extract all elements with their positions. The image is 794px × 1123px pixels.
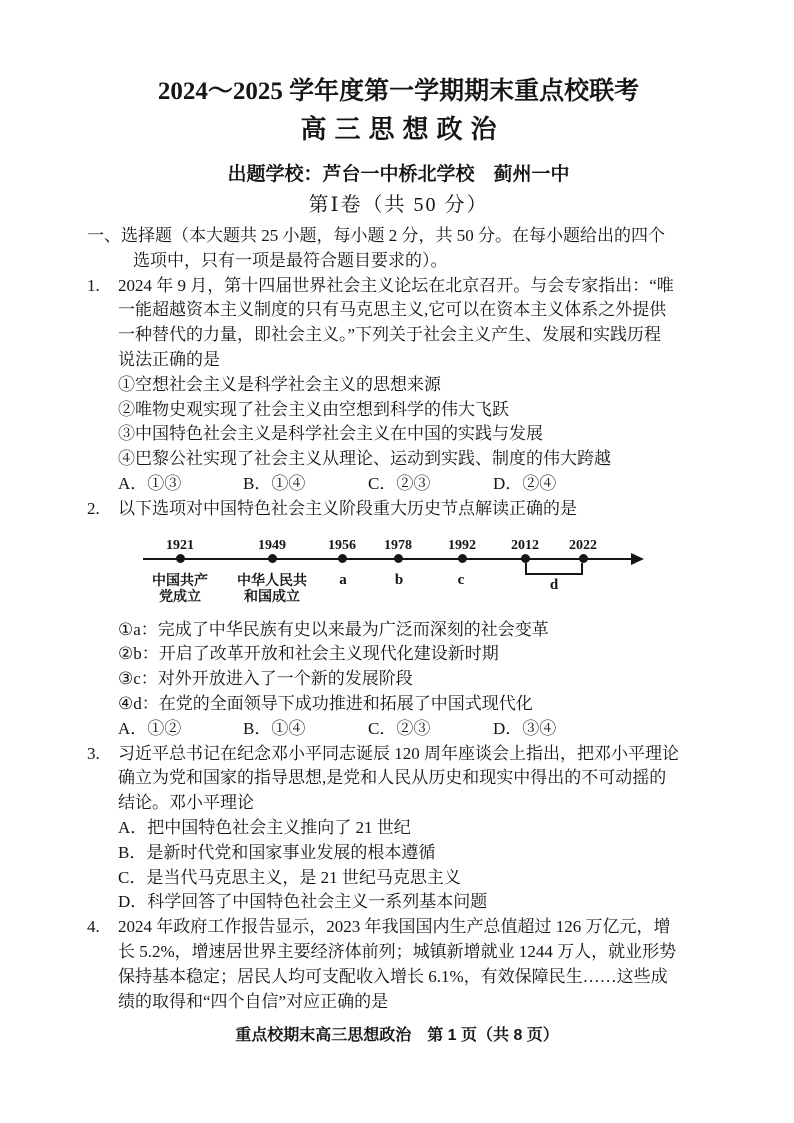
option-c: C．②③	[368, 473, 431, 493]
question-number: 3.	[87, 743, 100, 763]
timeline-year-1992: 1992	[448, 537, 476, 553]
timeline-year-1956: 1956	[328, 537, 356, 553]
option-c: C．是当代马克思主义，是 21 世纪马克思主义	[118, 867, 461, 887]
question-stem-line: 以下选项对中国特色社会主义阶段重大历史节点解读正确的是	[118, 498, 577, 518]
timeline-dot-1992	[458, 554, 467, 563]
question-stem-line: 结论。邓小平理论	[118, 793, 254, 813]
timeline-label-a: a	[339, 571, 347, 588]
question-2	[87, 497, 710, 742]
timeline-dot-1921	[176, 554, 185, 563]
timeline-year-1978: 1978	[384, 537, 412, 553]
timeline-dot-1949	[268, 554, 277, 563]
option-d: D．③④	[493, 718, 557, 738]
timeline-year-1949: 1949	[258, 537, 286, 553]
section-instructions-line-2: 选项中，只有一项是最符合题目要求的）。	[133, 250, 448, 270]
option-a: A．把中国特色社会主义推向了 21 世纪	[118, 817, 411, 837]
option-a: A．①②	[118, 718, 182, 738]
exam-subject-title: 高三思想政治	[300, 115, 505, 144]
question-line	[87, 742, 710, 767]
option-b: B．是新时代党和国家事业发展的根本遵循	[118, 842, 436, 862]
timeline-label-c: c	[457, 571, 465, 588]
question-stem-line: 2024 年政府工作报告显示，2023 年我国国内生产总值超过 126 万亿元，增	[118, 917, 671, 937]
volume-heading: 第Ⅰ卷（共 50 分）	[308, 194, 489, 216]
timeline-dot-1978	[394, 554, 403, 563]
question-3	[87, 742, 710, 916]
question-1	[87, 274, 710, 497]
timeline-node-label-1921: 党成立	[159, 587, 201, 604]
page-footer: 重点校期末高三思想政治 第 1 页（共 8 页）	[235, 1027, 559, 1044]
timeline-node-label-1921: 中国共产	[152, 571, 208, 588]
choice-item-4: ④d：在党的全面领导下成功推进和拓展了中国式现代化	[118, 693, 533, 713]
option-a: A．①③	[118, 473, 182, 493]
question-number: 1.	[87, 275, 100, 295]
question-stem-line: 说法正确的是	[118, 349, 220, 369]
option-d: D．②④	[493, 473, 557, 493]
page-header	[87, 76, 710, 218]
question-line	[87, 497, 710, 522]
timeline-dot-2012	[521, 554, 530, 563]
timeline-node-label-1949: 和国成立	[244, 587, 300, 604]
timeline-year-2012: 2012	[511, 537, 539, 553]
question-line	[87, 274, 710, 299]
choice-item-1: ①a：完成了中华民族有史以来最为广泛而深刻的社会变革	[118, 619, 549, 639]
issuing-schools-line: 出题学校：芦台一中桥北学校 蓟州一中	[227, 164, 570, 185]
option-c: C．②③	[368, 718, 431, 738]
timeline-axis	[143, 558, 635, 560]
choice-item-3: ③中国特色社会主义是科学社会主义在中国的实践与发展	[118, 424, 543, 444]
question-stem-line: 确立为党和国家的指导思想,是党和人民从历史和现实中得出的不可动摇的	[118, 768, 667, 788]
question-stem-line: 一能超越资本主义制度的只有马克思主义,它可以在资本主义体系之外提供	[118, 300, 667, 320]
timeline-dot-1956	[338, 554, 347, 563]
timeline-year-1921: 1921	[166, 537, 194, 553]
timeline-arrowhead-icon	[631, 553, 644, 565]
choice-item-3: ③c：对外开放进入了一个新的发展阶段	[118, 669, 413, 689]
question-number: 4.	[87, 917, 100, 937]
question-4	[87, 915, 710, 1014]
timeline-label-d: d	[549, 576, 559, 593]
question-stem-line: 2024 年 9 月，第十四届世界社会主义论坛在北京召开。与会专家指出：“唯	[118, 275, 674, 295]
options-row	[87, 472, 710, 497]
question-stem-line: 保持基本稳定；居民人均可支配收入增长 6.1%，有效保障民生……这些成	[118, 966, 668, 986]
question-number: 2.	[87, 498, 100, 518]
choice-item-2: ②b：开启了改革开放和社会主义现代化建设新时期	[118, 644, 499, 664]
question-line	[87, 915, 710, 940]
timeline-dot-2022	[579, 554, 588, 563]
timeline-figure	[87, 522, 710, 618]
choice-item-1: ①空想社会主义是科学社会主义的思想来源	[118, 374, 441, 394]
options-row	[87, 717, 710, 742]
timeline-node-label-1949: 中华人民共	[237, 571, 307, 588]
section-instructions-line-1: 一、选择题（本大题共 25 小题，每小题 2 分，共 50 分。在每小题给出的四个	[87, 226, 665, 245]
option-b: B．①④	[243, 473, 306, 493]
question-stem-line: 习近平总书记在纪念邓小平同志诞辰 120 周年座谈会上指出，把邓小平理论	[118, 743, 679, 763]
exam-title: 2024～2025 学年度第一学期期末重点校联考	[157, 78, 640, 105]
timeline-year-2022: 2022	[569, 537, 597, 553]
question-stem-line: 长 5.2%，增速居世界主要经济体前列；城镇新增就业 1244 万人，就业形势	[118, 941, 677, 961]
option-d: D．科学回答了中国特色社会主义一系列基本问题	[118, 892, 488, 912]
question-stem-line: 一种替代的力量，即社会主义。”下列关于社会主义产生、发展和实践历程	[118, 325, 662, 345]
choice-item-4: ④巴黎公社实现了社会主义从理论、运动到实践、制度的伟大跨越	[118, 449, 611, 469]
timeline-label-b: b	[394, 571, 404, 588]
question-stem-line: 绩的取得和“四个自信”对应正确的是	[118, 991, 389, 1011]
exam-body	[87, 224, 710, 1014]
timeline-bracket-2012-2022	[525, 563, 583, 575]
option-b: B．①④	[243, 718, 306, 738]
choice-item-2: ②唯物史观实现了社会主义由空想到科学的伟大飞跃	[118, 399, 509, 419]
